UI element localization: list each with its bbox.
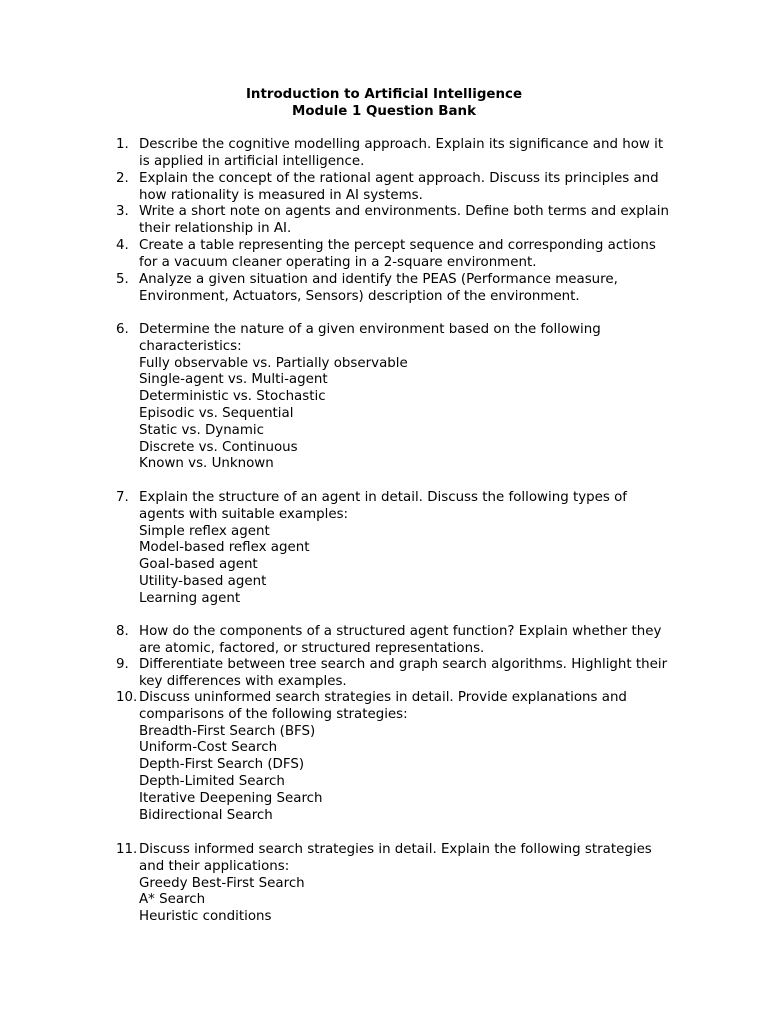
question-number: 10. xyxy=(116,690,138,705)
question-number: 9. xyxy=(116,657,129,672)
question-number: 7. xyxy=(116,490,129,505)
list-item: Goal-based agent xyxy=(139,557,258,573)
list-item: Breadth-First Search (BFS) xyxy=(139,723,316,739)
question-3 xyxy=(116,204,676,238)
document-title xyxy=(0,87,768,121)
question-text: Describe the cognitive modelling approach. Explain its significance and how it is applied in artificial intelligence. xyxy=(139,137,664,169)
question-6 xyxy=(116,322,676,473)
list-item: A* Search xyxy=(139,892,206,908)
question-text: Create a table representing the percept sequence and corresponding actions for a vacuum cleaner operating in a 2-square environment. xyxy=(139,238,656,270)
list-item: Uniform-Cost Search xyxy=(139,740,278,756)
question-2 xyxy=(116,171,676,205)
course-title: Introduction to Artificial Intelligence xyxy=(245,87,523,102)
question-number: 3. xyxy=(116,204,129,219)
question-text: Determine the nature of a given environment based on the following characteristics: xyxy=(139,322,601,354)
question-8 xyxy=(116,624,676,658)
question-number: 4. xyxy=(116,238,129,253)
list-item: Greedy Best-First Search xyxy=(139,875,305,891)
question-number: 11. xyxy=(116,842,138,857)
question-4 xyxy=(116,238,676,272)
list-item: Utility-based agent xyxy=(139,573,267,589)
list-item: Depth-Limited Search xyxy=(139,773,285,789)
module-title: Module 1 Question Bank xyxy=(292,103,476,119)
question-text: Explain the concept of the rational agent approach. Discuss its principles and how rationality is measured in AI systems. xyxy=(139,171,659,203)
question-number: 5. xyxy=(116,272,129,287)
question-10 xyxy=(116,690,676,824)
question-5 xyxy=(116,272,676,306)
question-number: 2. xyxy=(116,171,129,186)
question-text: Write a short note on agents and environments. Define both terms and explain their relationship in AI. xyxy=(139,204,669,236)
question-text: Discuss uninformed search strategies in detail. Provide explanations and comparisons of the following strategies: xyxy=(139,690,627,722)
list-item: Deterministic vs. Stochastic xyxy=(139,389,326,405)
list-item: Known vs. Unknown xyxy=(139,456,274,472)
question-number: 8. xyxy=(116,624,129,639)
list-item: Single-agent vs. Multi-agent xyxy=(139,372,328,388)
list-item: Heuristic conditions xyxy=(139,909,272,925)
question-text: How do the components of a structured agent function? Explain whether they are atomic, factored, or structured representations. xyxy=(139,624,662,656)
question-text: Analyze a given situation and identify the PEAS (Performance measure, Environment, Actuators, Sensors) description of the environment. xyxy=(139,272,618,304)
list-item: Bidirectional Search xyxy=(139,807,273,823)
question-text: Explain the structure of an agent in detail. Discuss the following types of agents with suitable examples: xyxy=(139,490,627,522)
question-9 xyxy=(116,657,676,691)
list-item: Simple reflex agent xyxy=(139,523,270,539)
list-item: Static vs. Dynamic xyxy=(139,422,265,438)
list-item: Depth-First Search (DFS) xyxy=(139,757,305,773)
question-text: Differentiate between tree search and graph search algorithms. Highlight their key differences with examples. xyxy=(139,657,668,689)
list-item: Fully observable vs. Partially observable xyxy=(139,355,408,371)
question-11 xyxy=(116,842,676,926)
question-text: Discuss informed search strategies in detail. Explain the following strategies and their applications: xyxy=(139,842,652,874)
list-item: Model-based reflex agent xyxy=(139,540,310,556)
list-item: Discrete vs. Continuous xyxy=(139,439,298,455)
question-1 xyxy=(116,137,676,171)
question-number: 1. xyxy=(116,137,129,152)
list-item: Iterative Deepening Search xyxy=(139,790,323,806)
question-7 xyxy=(116,490,676,608)
list-item: Episodic vs. Sequential xyxy=(139,405,294,421)
list-item: Learning agent xyxy=(139,590,241,606)
question-number: 6. xyxy=(116,322,129,337)
